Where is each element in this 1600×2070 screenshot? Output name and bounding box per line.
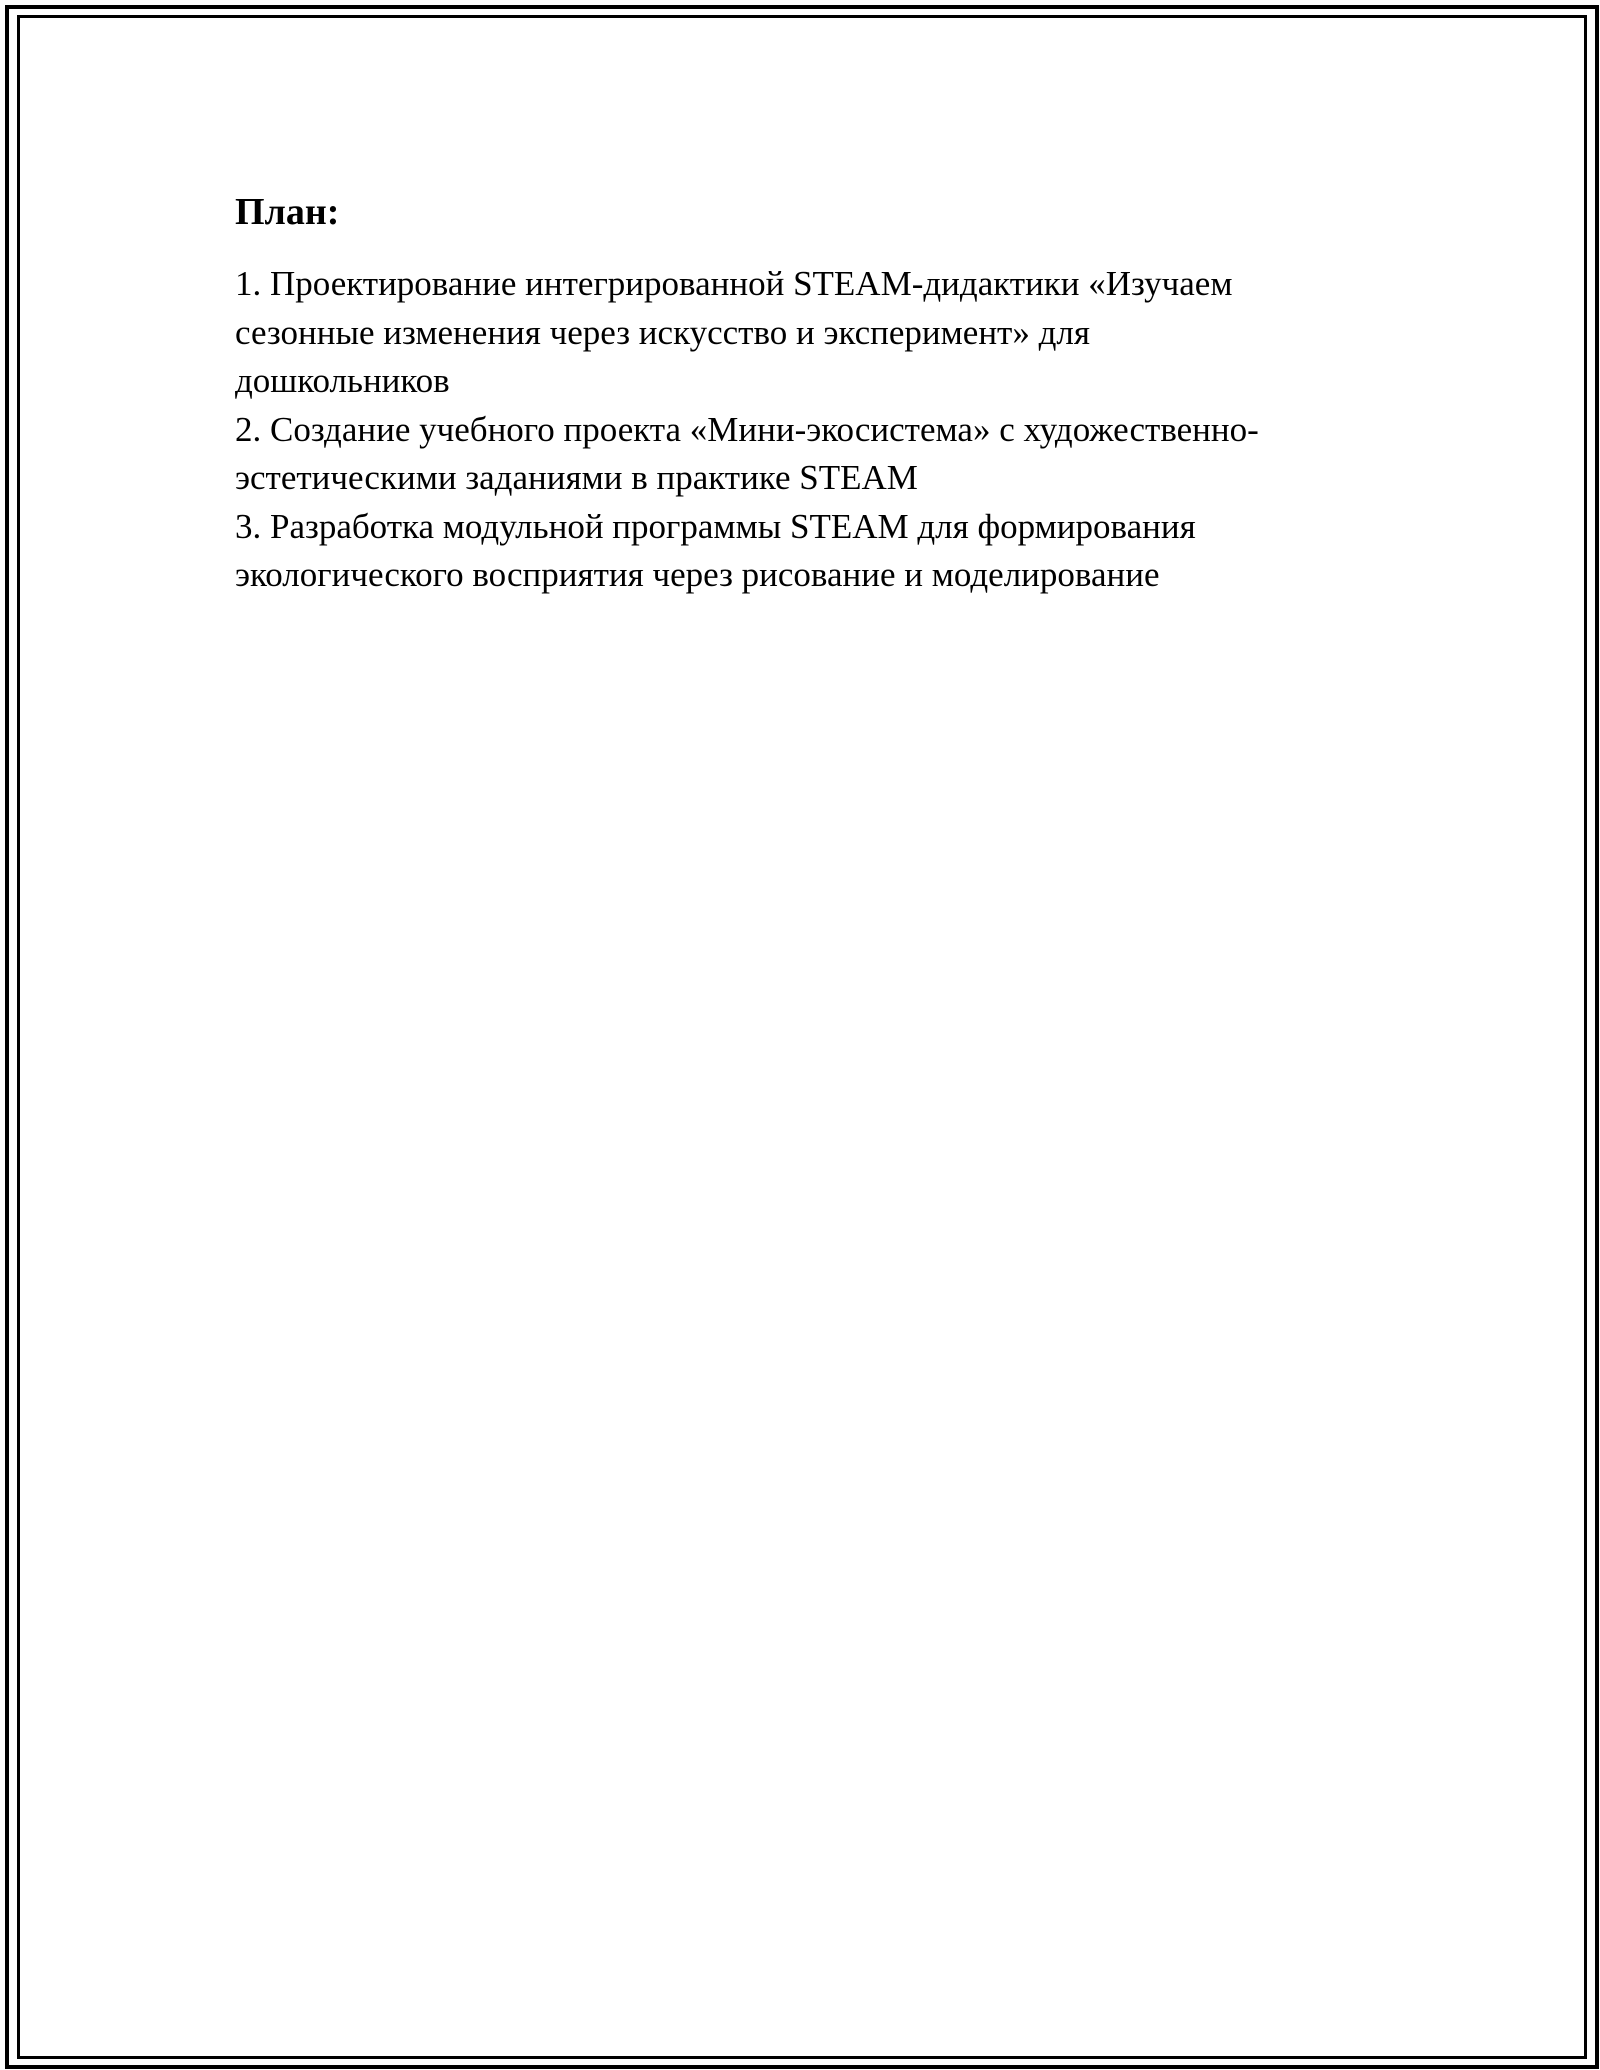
page-title: План: bbox=[235, 191, 340, 233]
plan-item-line: дошкольников bbox=[235, 361, 450, 400]
plan-item-line: 2. Создание учебного проекта «Мини-экосистема» с художественно- bbox=[235, 409, 1259, 449]
plan-item-line: 3. Разработка модульной программы STEAM для формирования bbox=[235, 506, 1196, 546]
plan-list bbox=[235, 260, 1375, 600]
plan-item-line: эстетическими заданиями в практике STEAM bbox=[235, 458, 918, 497]
document-content bbox=[235, 188, 1375, 600]
plan-item-3 bbox=[235, 503, 1375, 600]
plan-item-line: сезонные изменения через искусство и эксперимент» для bbox=[235, 312, 1090, 352]
plan-item-1 bbox=[235, 260, 1375, 406]
plan-item-line: 1. Проектирование интегрированной STEAM-дидактики «Изучаем bbox=[235, 264, 1233, 303]
plan-item-line: экологического восприятия через рисование и моделирование bbox=[235, 555, 1160, 594]
plan-item-2 bbox=[235, 406, 1375, 503]
